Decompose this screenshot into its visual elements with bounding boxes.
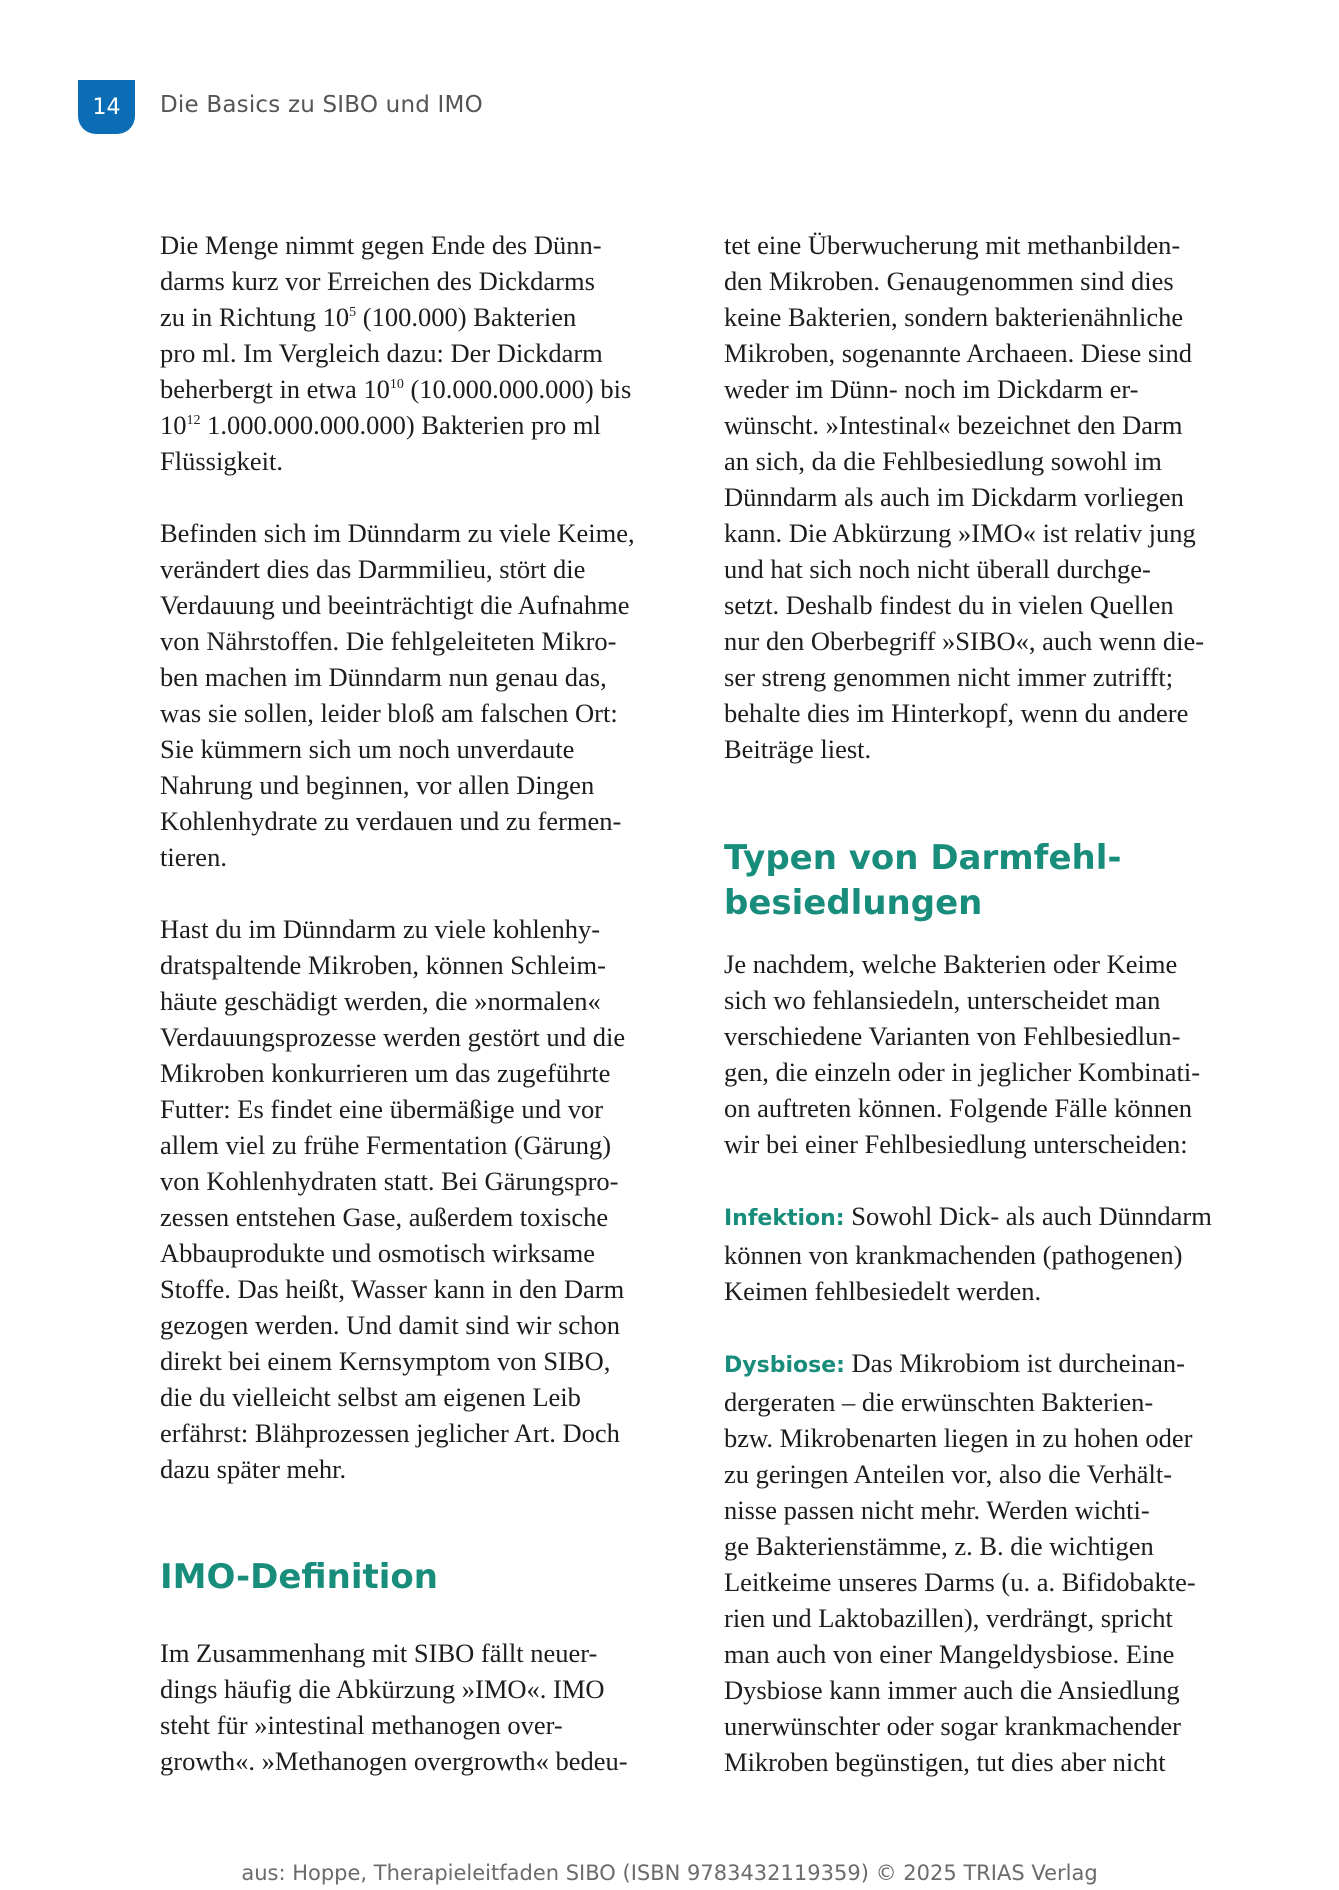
- running-head: Die Basics zu SIBO und IMO: [160, 92, 483, 118]
- left-column: [160, 227, 700, 1487]
- page-number-badge: 14: [78, 80, 135, 134]
- paragraph-germs: Befinden sich im Dünndarm zu viele Keime, verändert dies das Darmmilieu, stört die Verdauung und beeinträchtigt die Aufnahme von Nährstoffen. Die fehlgeleiteten Mikro- ben machen im Dünndarm nun genau das, was sie sollen, leider bloß am falschen Ort: Sie kümmern sich um noch unverdaute Nahrung und beginnen, vor allen Dingen Kohlenhydrate zu verdauen und zu fermen- tieren.: [160, 518, 635, 872]
- paragraph-methanogen: tet eine Überwucherung mit methanbilden- den Mikroben. Genaugenommen sind dies keine Bakterien, sondern bakterienähnliche Mikroben, sogenannte Archaeen. Diese sind weder im Dünn- noch im Dickdarm er- wünscht. »Intestinal« bezeichnet den Darm an sich, da die Fehlbesiedlung sowohl im Dünndarm als auch im Dickdarm vorliegen kann. Die Abkürzung »IMO« ist relativ jung und hat sich noch nicht überall durchge- setzt. Deshalb findest du in vielen Quellen nur den Oberbegriff »SIBO«, auch wenn die- ser streng genommen nicht immer zutrifft; behalte dies im Hinterkopf, wenn du andere Beiträge liest.: [724, 230, 1205, 764]
- text-run: (100.000) Bakterien pro ml. Im Vergleich dazu: Der Dickdarm beherbergt in etwa 10: [160, 302, 603, 404]
- paragraph-variants: Je nachdem, welche Bakterien oder Keime sich wo fehlansiedeln, unterscheidet man verschiedene Varianten von Fehlbesiedlun- gen, die einzeln oder in jeglicher Kombinati- on auftreten können. Folgende Fälle können wir bei einer Fehlbesiedlung unterscheiden:: [724, 949, 1201, 1159]
- footer-citation: aus: Hoppe, Therapieleitfaden SIBO (ISBN 9783432119359) © 2025 TRIAS Verlag: [241, 1861, 1098, 1885]
- right-column-bottom: [724, 946, 1264, 1780]
- text-run: 1.000.000.000.000) Bakterien pro ml Flüssigkeit.: [160, 410, 601, 476]
- superscript: 5: [349, 305, 357, 320]
- text-run: Das Mikrobiom ist durcheinan- dergeraten – die erwünschten Bakterien- bzw. Mikrobenarten liegen in zu hohen oder zu geringen Anteilen vor, also die Verhält- nisse passen nicht mehr. Werden wichti- ge Bakterienstämme, z. B. die wichtigen Leitkeime unseres Darms (u. a. Bifidobakte- rien und Laktobazillen), verdrängt, spricht man auch von einer Mangeldysbiose. Eine Dysbiose kann immer auch die Ansiedlung unerwünschter oder sogar krankmachender Mikroben begünstigen, tut dies aber nicht: [724, 1348, 1196, 1777]
- heading-imo-definition: IMO-Definition: [160, 1557, 438, 1597]
- paragraph-fermentation: Hast du im Dünndarm zu viele kohlenhy- dratspaltende Mikroben, können Schleim- häute geschädigt werden, die »normalen« Verdauungsprozesse werden gestört und die Mikroben konkurrieren um das zugeführte Futter: Es findet eine übermäßige und vor allem viel zu frühe Fermentation (Gärung) von Kohlenhydraten statt. Bei Gärungspro- zessen entstehen Gase, außerdem toxische Abbauprodukte und osmotisch wirksame Stoffe. Das heißt, Wasser kann in den Darm gezogen werden. Und damit sind wir schon direkt bei einem Kernsymptom von SIBO, die du vielleicht selbst am eigenen Leib erfährst: Blähprozessen jeglicher Art. Doch dazu später mehr.: [160, 914, 626, 1484]
- superscript: 10: [389, 377, 404, 392]
- superscript: 12: [186, 413, 201, 428]
- paragraph-bacteria-count: [160, 227, 700, 479]
- paragraph-infektion: [724, 1198, 1264, 1309]
- text-run: Sowohl Dick- als auch Dünndarm können von krankmachenden (pathogenen) Keimen fehlbesiedelt werden.: [724, 1201, 1212, 1306]
- term-infektion: Infektion:: [724, 1206, 845, 1231]
- right-column-top: [724, 227, 1264, 767]
- paragraph-dysbiose: [724, 1345, 1264, 1780]
- text-run: (10.000.000.000) bis 10: [160, 374, 632, 440]
- heading-types: Typen von Darmfehl- besiedlungen: [724, 838, 1122, 923]
- text-run: Die Menge nimmt gegen Ende des Dünn- darms kurz vor Erreichen des Dickdarms zu in Richtung 10: [160, 230, 602, 332]
- term-dysbiose: Dysbiose:: [724, 1353, 845, 1378]
- paragraph-imo: Im Zusammenhang mit SIBO fällt neuer- dings häufig die Abkürzung »IMO«. IMO steht für »intestinal methanogen over- growth«. »Methanogen overgrowth« bedeu-: [160, 1638, 628, 1776]
- left-column-bottom: [160, 1635, 700, 1779]
